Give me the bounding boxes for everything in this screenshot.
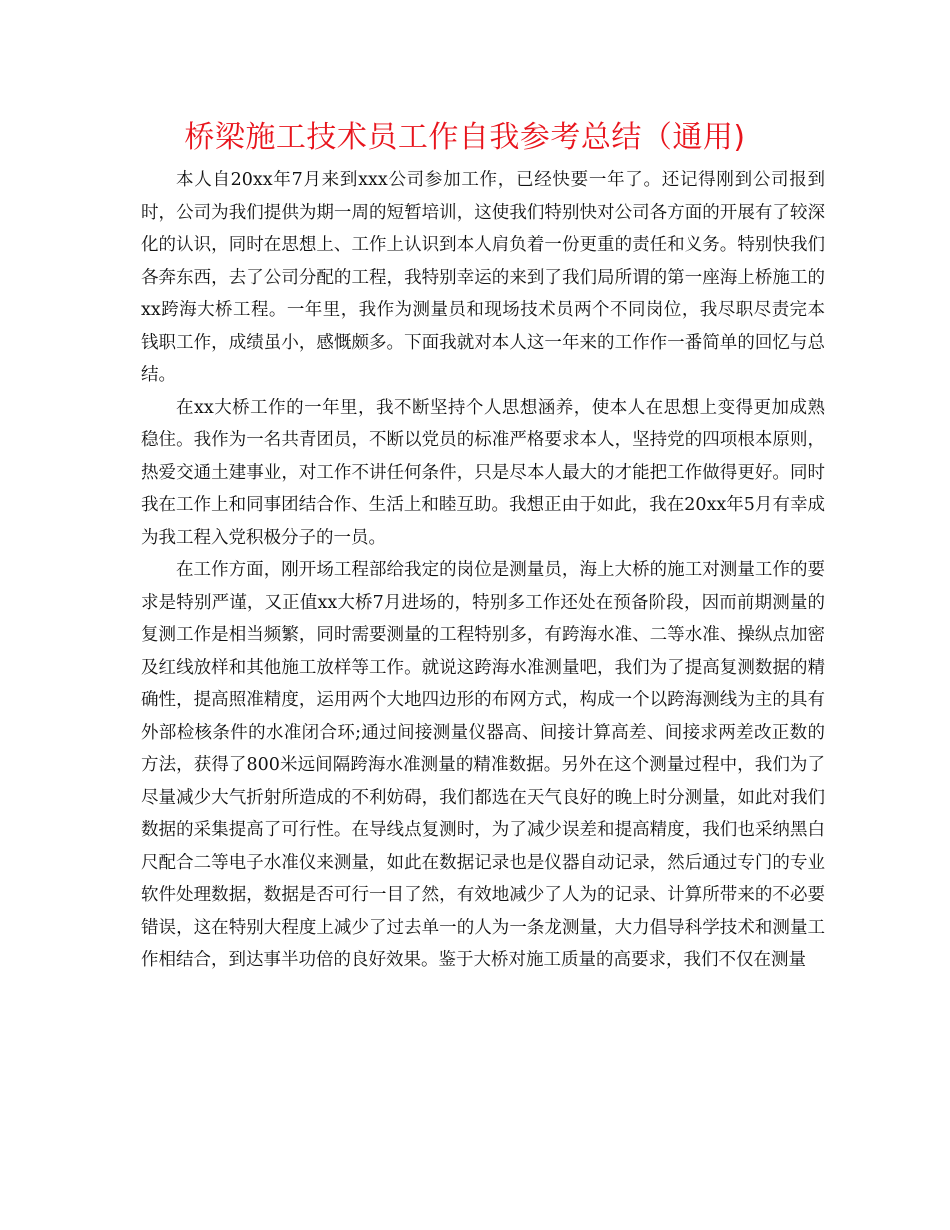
paragraph-1: 本人自20xx年7月来到xxx公司参加工作，已经快要一年了。还记得刚到公司报到时，公司为我们提供为期一周的短暂培训，这使我们特别快对公司各方面的开展有了较深化的认识，同时在思想上、工作上认识到本人肩负着一份更重的责任和义务。特别快我们各奔东西，去了公司分配的工程，我特别幸运的来到了我们局所谓的第一座海上桥施工的xx跨海大桥工程。一年里，我作为测量员和现场技术员两个不同岗位，我尽职尽责完本钱职工作，成绩虽小，感慨颇多。下面我就对本人这一年来的工作作一番简单的回忆与总结。 xyxy=(141,170,825,385)
paragraph-2: 在xx大桥工作的一年里，我不断坚持个人思想涵养，使本人在思想上变得更加成熟稳住。我作为一名共青团员，不断以党员的标准严格要求本人，坚持党的四项根本原则，热爱交通土建事业，对工作不讲任何条件，只是尽本人最大的才能把工作做得更好。同时我在工作上和同事团结合作、生活上和睦互助。我想正由于如此，我在20xx年5月有幸成为我工程入党积极分子的一员。 xyxy=(141,397,825,548)
document-title: 桥梁施工技术员工作自我参考总结（通用) xyxy=(184,120,746,155)
document-body xyxy=(141,164,825,977)
paragraph-3: 在工作方面，刚开场工程部给我定的岗位是测量员，海上大桥的施工对测量工作的要求是特别严谨，又正值xx大桥7月进场的，特别多工作还处在预备阶段，因而前期测量的复测工作是相当频繁，同时需要测量的工程特别多，有跨海水准、二等水准、操纵点加密及红线放样和其他施工放样等工作。就说这跨海水准测量吧，我们为了提高复测数据的精确性，提高照准精度，运用两个大地四边形的布网方式，构成一个以跨海测线为主的具有外部检核条件的水准闭合环;通过间接测量仪器高、间接计算高差、间接求两差改正数的方法，获得了800米远间隔跨海水准测量的精准数据。另外在这个测量过程中，我们为了尽量减少大气折射所造成的不利妨碍，我们都选在天气良好的晚上时分测量，如此对我们数据的采集提高了可行性。在导线点复测时，为了减少误差和提高精度，我们也采纳黑白尺配合二等电子水准仪来测量，如此在数据记录也是仪器自动记录，然后通过专门的专业软件处理数据，数据是否可行一目了然，有效地减少了人为的记录、计算所带来的不必要错误，这在特别大程度上减少了过去单一的人为一条龙测量，大力倡导科学技术和测量工作相结合，到达事半功倍的良好效果。鉴于大桥对施工质量的高要求，我们不仅在测量 xyxy=(141,560,825,970)
